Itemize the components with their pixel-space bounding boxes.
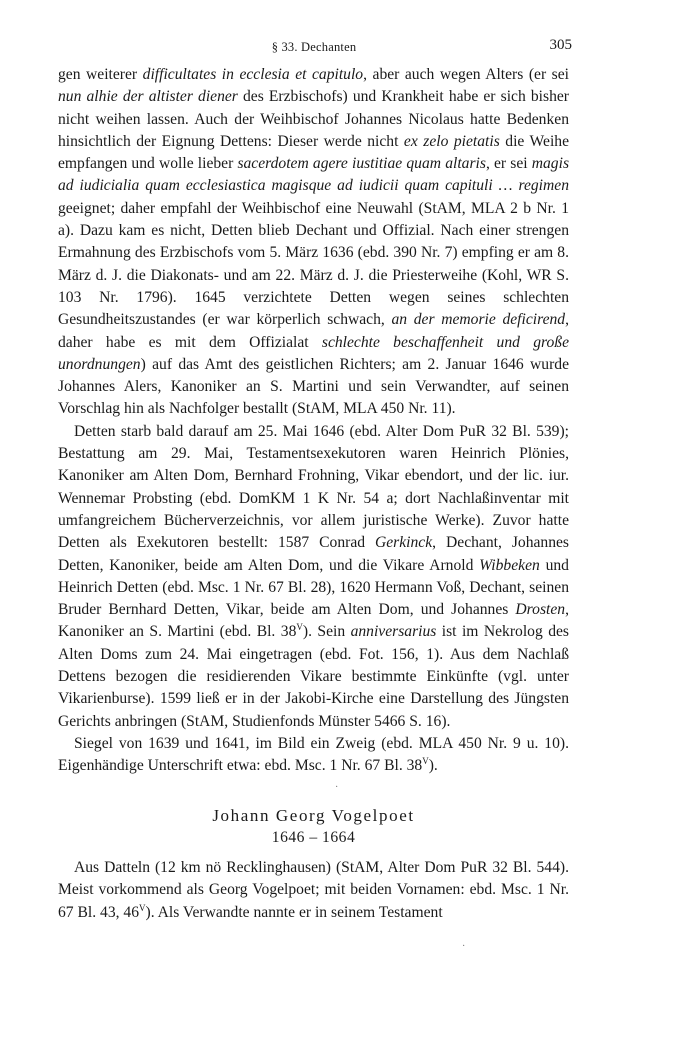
italic-phrase: Wibbeken (479, 556, 540, 574)
main-text-block (58, 64, 569, 778)
entry-years: 1646 – 1664 (271, 829, 356, 846)
text-run: , Dechant, Johannes Detten, Kanoniker, beide am Alten Dom, und die Vikare Arnold (58, 534, 569, 574)
italic-phrase: an der memorie deficirend (391, 311, 566, 329)
italic-phrase: Gerkinck (375, 534, 433, 552)
text-run: , daher habe es mit dem Offizialat (58, 311, 569, 351)
text-run: Detten starb bald darauf am 25. Mai 1646 (ebd. Alter Dom PuR 32 Bl. 539); Bestattung am 29. Mai, Testamentsexekutoren waren Heinrich Plönies, Kanoniker am Alten Dom, Bernhard Frohning, Vikar ebendort, und der lic. iur. Wennemar Probsting (ebd. DomKM 1 K Nr. 54 a; dort Nachlaßinventar mit umfangreichem Bücherverzeichnis, vor allem juristische Werke). Zuvor hatte Detten als Exekutoren bestellt: 1587 Conrad (58, 422, 569, 552)
paragraph (58, 64, 569, 421)
text-run: und Heinrich Detten (ebd. Msc. 1 Nr. 67 Bl. 28), 1620 Hermann Voß, Dechant, seinen Bruder Bernhard Detten, Vikar, beide am Alten Dom, und Johannes (58, 556, 569, 619)
italic-phrase: anniversarius (350, 623, 437, 641)
text-run: Siegel von 1639 und 1641, im Bild ein Zweig (ebd. MLA 450 Nr. 9 u. 10). Eigenhändige Unterschrift etwa: ebd. Msc. 1 Nr. 67 Bl. 38 (58, 734, 569, 775)
superscript-verso: V (296, 622, 303, 633)
paragraph (58, 857, 569, 924)
text-run: des Erzbischofs) und Krankheit habe er sich bisher nicht weihen lassen. Auch der Weihbischof Johannes Nicolaus hatte Bedenken hinsichtlich der Eignung Dettens: Dieser werde nicht (58, 88, 569, 150)
text-run: , Kanoniker an S. Martini (ebd. Bl. 38 (58, 601, 569, 641)
entry-heading (0, 806, 627, 847)
superscript-verso: V (422, 756, 429, 767)
text-run: ) auf das Amt des geistlichen Richters; am 2. Januar 1646 wurde Johannes Alers, Kanoniker an S. Martini und sein Verwandter, auf seinen Vorschlag hin als Nachfolger bestallt (StAM, MLA 450 Nr. 11). (58, 355, 569, 418)
section-title: § 33. Dechanten (271, 40, 357, 54)
text-run: , er sei (485, 155, 532, 173)
paragraph (58, 733, 569, 778)
text-run: , aber auch wegen Alters (er sei (363, 66, 569, 83)
separator-dot: · (335, 782, 339, 793)
italic-phrase: magis ad iudicialia quam ecclesiastica magisque ad iudicii quam capituli … regimen (58, 155, 570, 195)
italic-phrase: difficultates in ecclesia et capitulo (142, 66, 364, 83)
text-run: ). (428, 757, 438, 775)
text-run: Aus Datteln (12 km nö Recklinghausen) (StAM, Alter Dom PuR 32 Bl. 544). Meist vorkommend als Georg Vogelpoet; mit beiden Vornamen: ebd. Msc. 1 Nr. 67 Bl. 43, 46 (58, 859, 569, 921)
entry-text-block (58, 857, 569, 924)
italic-phrase: ex zelo pietatis (403, 132, 500, 150)
italic-phrase: schlechte beschaffenheit und große unordnungen (58, 333, 570, 373)
text-run: ). Sein (302, 623, 351, 641)
italic-phrase: sacerdotem agere iustitiae quam altaris (237, 155, 486, 173)
text-run: die Weihe empfangen und wolle lieber (58, 132, 569, 173)
superscript-verso: V (139, 902, 146, 913)
entry-name: Johann Georg Vogelpoet (212, 806, 415, 825)
text-run: ist im Nekrolog des Alten Doms zum 24. Mai eingetragen (ebd. Fot. 156, 1). Aus dem Nachlaß Dettens bezogen die residierenden Vikare bestimmte Einkünfte (vgl. unter Vikarienburse). 1599 ließ er in der Jakobi-Kirche eine Darstellung des Jüngsten Gerichts anbringen (StAM, Studienfonds Münster 5466 S. 16). (58, 623, 569, 730)
text-run: ). Als Verwandte nannte er in seinem Testament (145, 903, 443, 921)
running-header (56, 37, 572, 57)
italic-phrase: nun alhie der altister diener (58, 88, 238, 106)
paragraph (58, 421, 569, 733)
page-number: 305 (549, 37, 572, 53)
margin-dot: · (462, 941, 466, 952)
italic-phrase: Drosten (515, 601, 566, 619)
text-run: gen weiterer (58, 66, 143, 83)
text-run: geeignet; daher empfahl der Weihbischof eine Neuwahl (StAM, MLA 2 b Nr. 1 a). Dazu kam es nicht, Detten blieb Dechant und Offizial. Nach einer strengen Ermahnung des Erzbischofs vom 5. März 1636 (ebd. 390 Nr. 7) empfing er am 8. März d. J. die Diakonats- und am 22. März d. J. die Priesterweihe (Kohl, WR S. 103 Nr. 1796). 1645 verzichtete Detten wegen seines schlechten Gesundheitszustandes (er war körperlich schwach, (58, 199, 569, 329)
